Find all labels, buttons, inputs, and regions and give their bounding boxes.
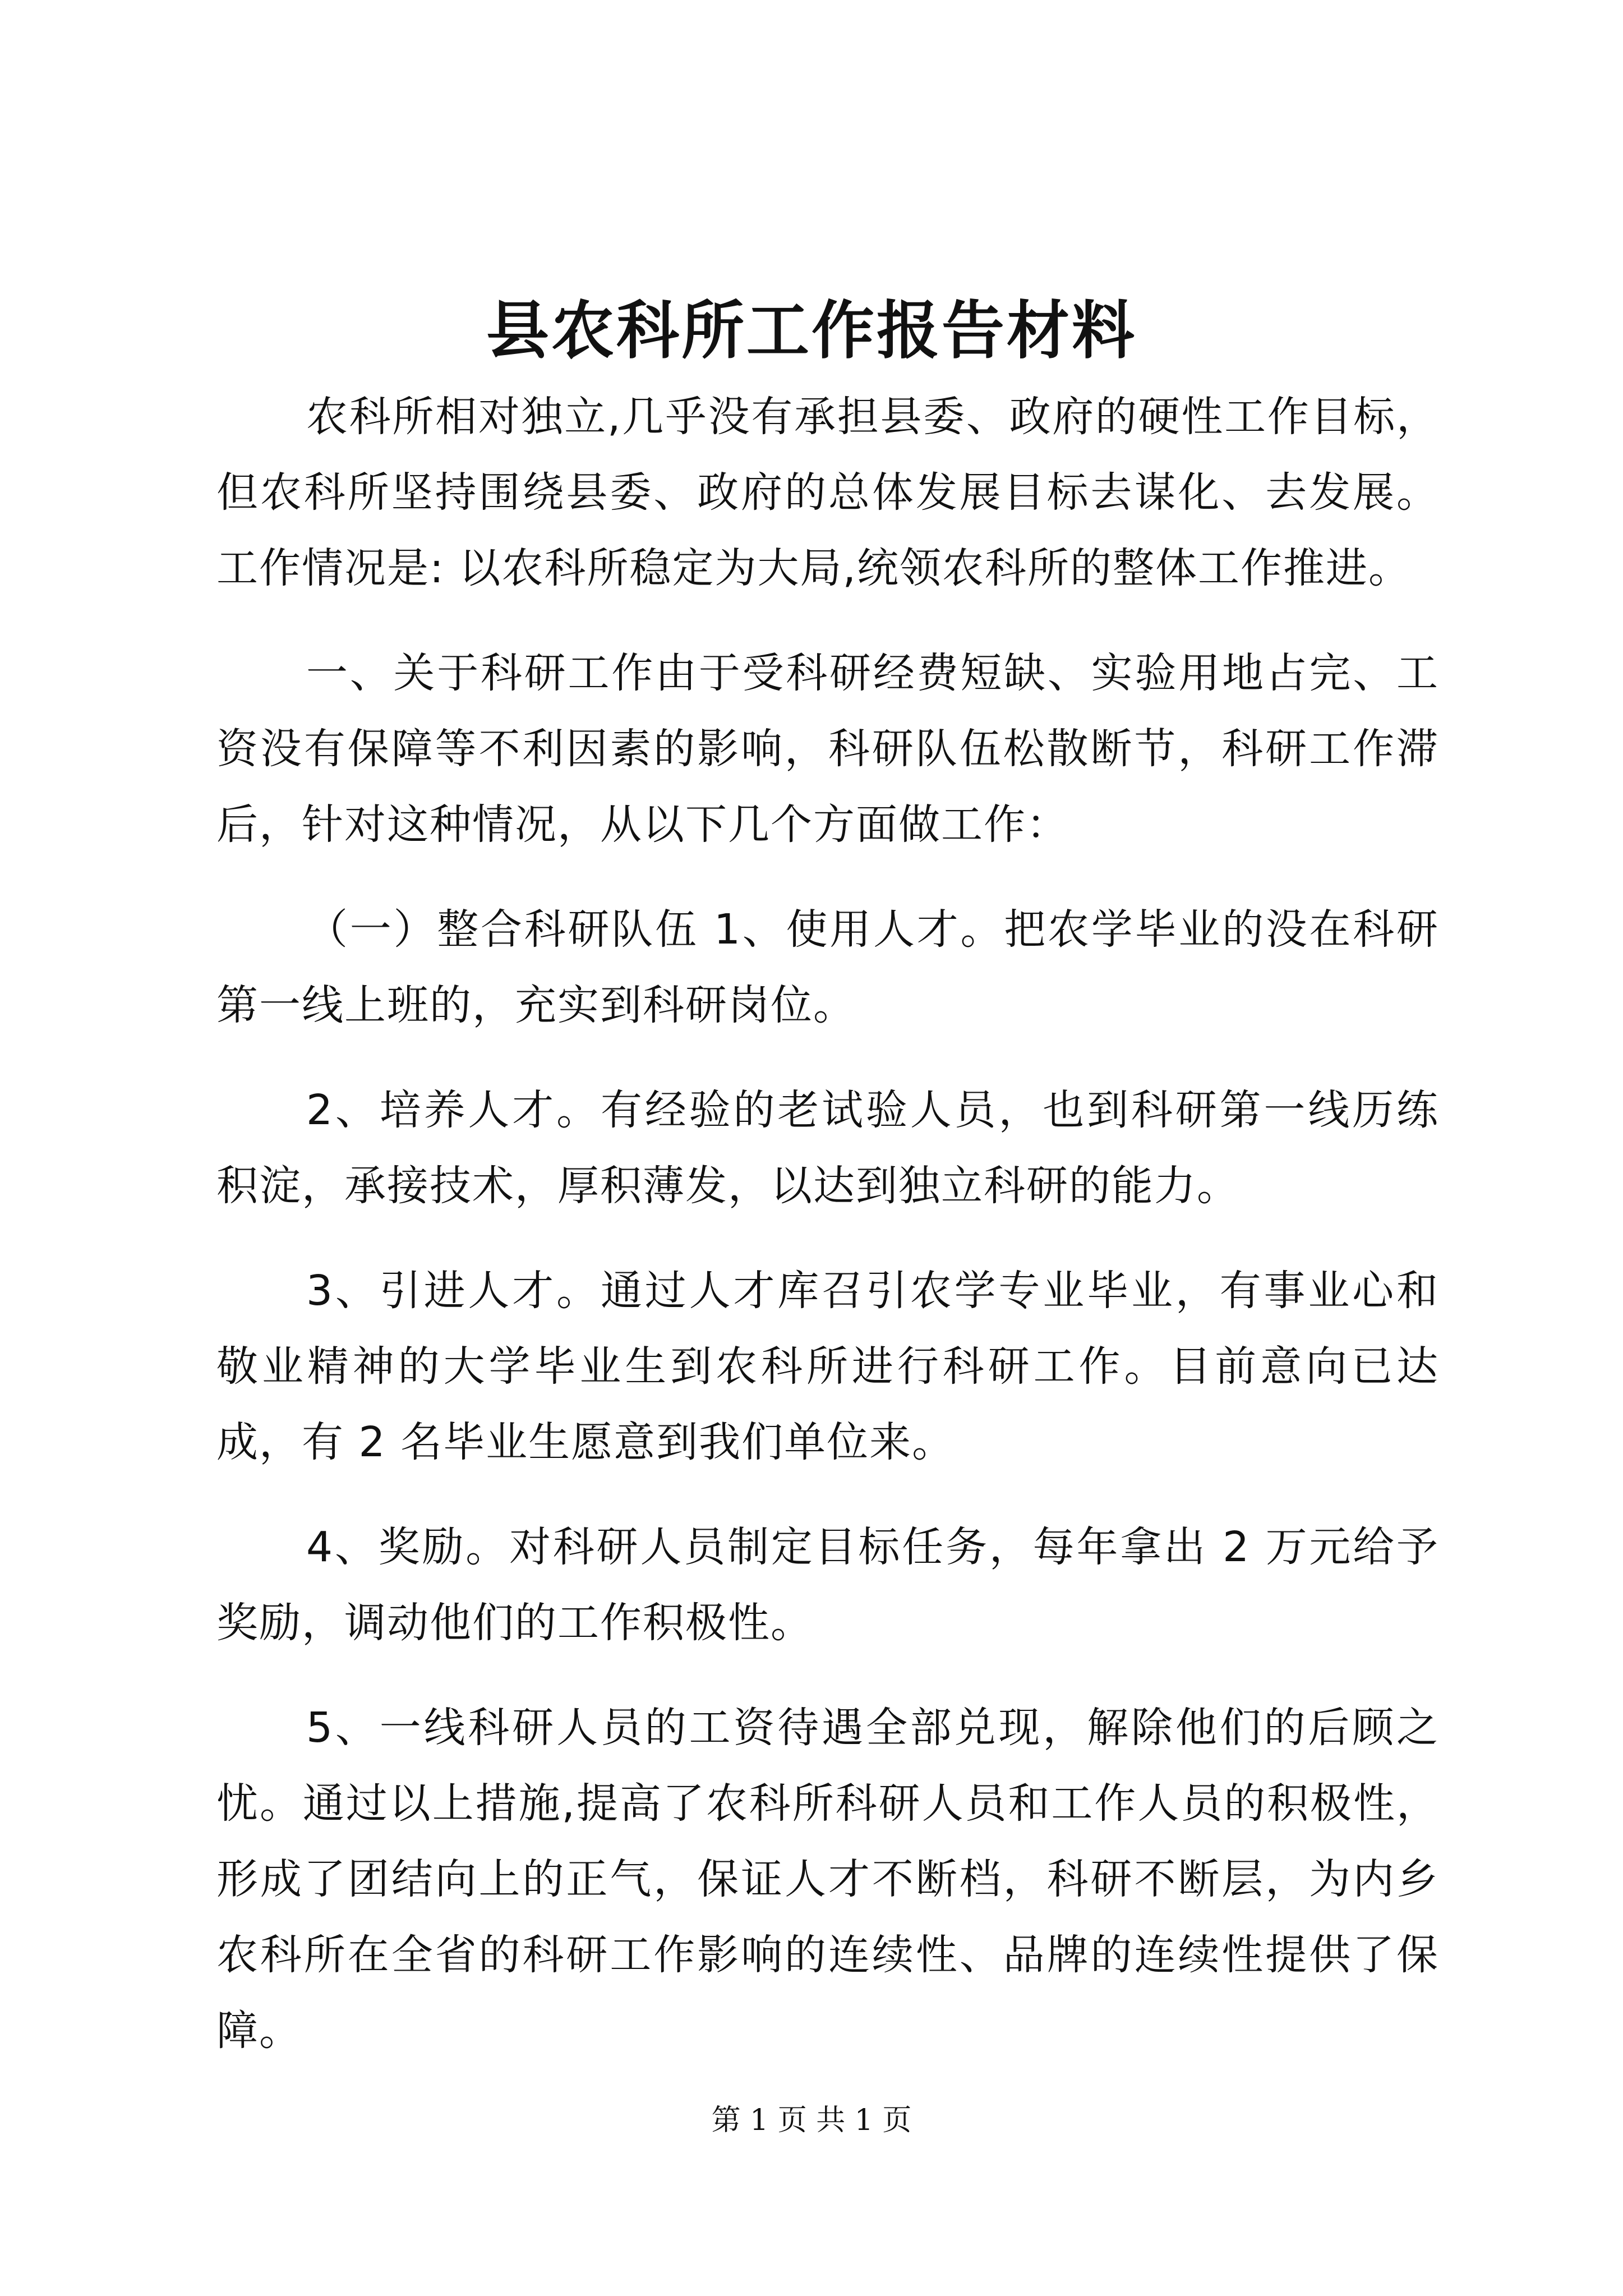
paragraph-item-five: 5、一线科研人员的工资待遇全部兑现，解除他们的后顾之忧。通过以上措施,提高了农科所科研人员和工作人员的积极性，形成了团结向上的正气，保证人才不断档，科研不断层，为内乡农科所在全省的科研工作影响的连续性、品牌的连续性提供了保障。 — [216, 1704, 1439, 2055]
document-body — [216, 379, 1439, 2098]
paragraph-section-one: 一、关于科研工作由于受科研经费短缺、实验用地占完、工资没有保障等不利因素的影响，科研队伍松散断节，科研工作滞后，针对这种情况，从以下几个方面做工作： — [216, 649, 1439, 849]
paragraph-item-three: 3、引进人才。通过人才库召引农学专业毕业，有事业心和敬业精神的大学毕业生到农科所进行科研工作。目前意向已达成，有 2 名毕业生愿意到我们单位来。 — [216, 1267, 1439, 1466]
document-title: 县农科所工作报告材料 — [486, 294, 1137, 367]
paragraph-item-four: 4、奖励。对科研人员制定目标任务，每年拿出 2 万元给予奖励，调动他们的工作积极性。 — [216, 1523, 1439, 1647]
page-footer: 第 1 页 共 1 页 — [711, 2104, 912, 2137]
paragraph-item-two: 2、培养人才。有经验的老试验人员，也到科研第一线历练积淀，承接技术，厚积薄发，以达到独立科研的能力。 — [216, 1086, 1439, 1210]
paragraph-item-one: （一）整合科研队伍 1、使用人才。把农学毕业的没在科研第一线上班的，充实到科研岗位。 — [216, 905, 1439, 1029]
paragraph-intro: 农科所相对独立,几乎没有承担县委、政府的硬性工作目标，但农科所坚持围绕县委、政府的总体发展目标去谋化、去发展。工作情况是: 以农科所稳定为大局,统领农科所的整体工作推进。 — [216, 393, 1439, 592]
